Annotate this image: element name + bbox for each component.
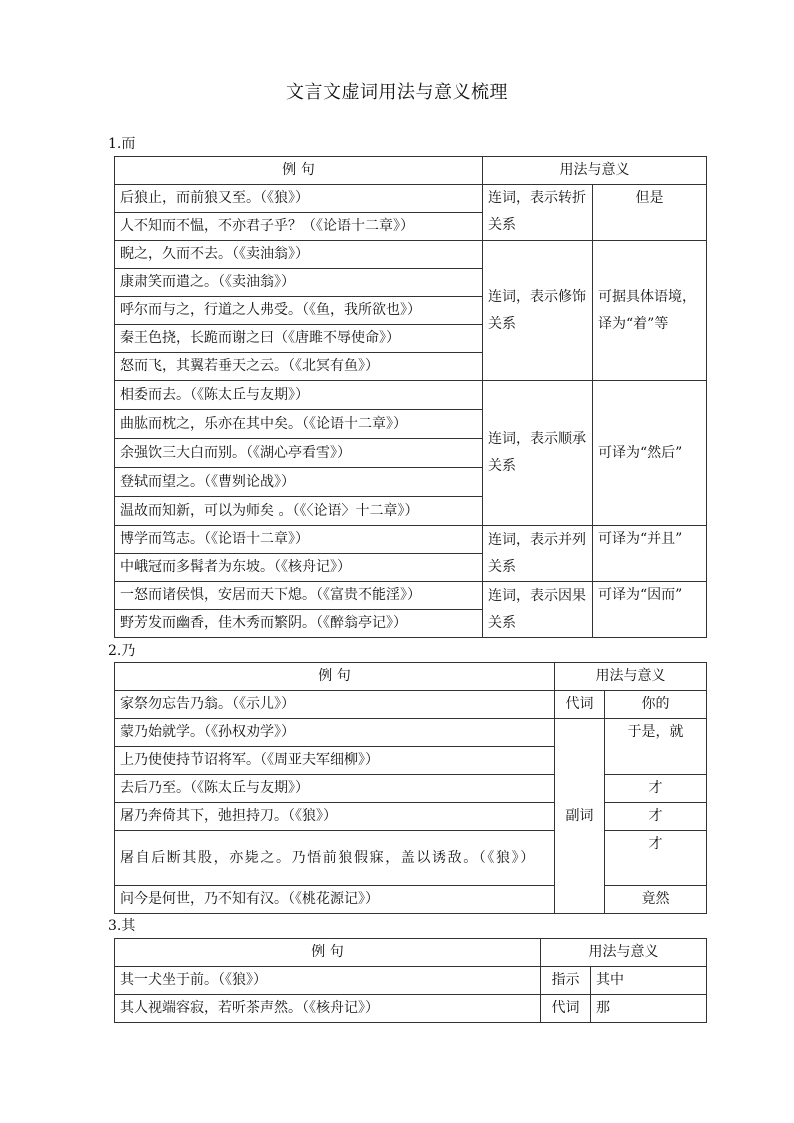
meaning-cell: 才 <box>605 775 707 803</box>
meaning-cell: 于是，就 <box>605 719 707 775</box>
table-row: 秦王色挠，长跪而谢之曰（《唐雎不辱使命》） <box>115 325 483 353</box>
table-row: 野芳发而幽香，佳木秀而繁阴。（《醉翁亭记》） <box>115 610 483 638</box>
table-row: 后狼止，而前狼又至。（《狼》） <box>115 185 483 213</box>
header-usage: 用法与意义 <box>483 157 707 185</box>
table-row: 登轼而望之。（《曹刿论战》） <box>115 468 483 497</box>
meaning-cell: 你的 <box>605 691 707 719</box>
usage-cell: 指示 <box>541 967 591 995</box>
table-nai <box>114 662 707 914</box>
section-heading-qi: 3.其 <box>108 918 136 934</box>
page-title: 文言文虚词用法与意义梳理 <box>286 82 508 103</box>
usage-cell: 连词，表示转折关系 <box>483 185 593 241</box>
table-row: 一怒而诸侯惧，安居而天下熄。（《富贵不能淫》） <box>115 582 483 610</box>
meaning-cell: 才 <box>605 831 707 886</box>
table-row: 上乃使使持节诏将军。（《周亚夫军细柳》） <box>115 747 555 775</box>
table-row: 去后乃至。（《陈太丘与友期》） <box>115 775 555 803</box>
table-row: 呼尔而与之，行道之人弗受。（《鱼，我所欲也》） <box>115 297 483 325</box>
usage-cell: 连词，表示并列关系 <box>483 526 593 582</box>
meaning-cell: 可译为“因而” <box>593 582 707 638</box>
meaning-cell: 可译为“然后” <box>593 381 707 526</box>
header-example: 例 句 <box>115 663 555 691</box>
meaning-cell: 可译为“并且” <box>593 526 707 582</box>
table-row: 人不知而不愠，不亦君子乎？（《论语十二章》） <box>115 213 483 241</box>
table-row: 康肃笑而遣之。（《卖油翁》） <box>115 269 483 297</box>
meaning-cell: 但是 <box>593 185 707 241</box>
header-usage: 用法与意义 <box>541 939 707 967</box>
section-heading-nai: 2.乃 <box>108 643 136 659</box>
table-row: 相委而去。（《陈太丘与友期》） <box>115 381 483 410</box>
table-row: 屠乃奔倚其下，弛担持刀。（《狼》） <box>115 803 555 831</box>
meaning-cell: 竟然 <box>605 886 707 914</box>
table-row: 其一犬坐于前。（《狼》） <box>115 967 541 995</box>
usage-cell: 代词 <box>541 995 591 1023</box>
table-row: 曲肱而枕之，乐亦在其中矣。（《论语十二章》） <box>115 410 483 439</box>
table-er <box>114 156 707 638</box>
usage-cell: 连词，表示顺承关系 <box>483 381 593 526</box>
usage-cell: 代词 <box>555 691 605 719</box>
header-example: 例 句 <box>115 157 483 185</box>
table-row: 问今是何世，乃不知有汉。（《桃花源记》） <box>115 886 555 914</box>
table-row: 屠自后断其股，亦毙之。乃悟前狼假寐，盖以诱敌。（《狼》） <box>115 831 555 886</box>
usage-cell: 连词，表示因果关系 <box>483 582 593 638</box>
usage-cell: 副词 <box>555 719 605 914</box>
table-row: 家祭勿忘告乃翁。（《示儿》） <box>115 691 555 719</box>
header-usage: 用法与意义 <box>555 663 707 691</box>
table-row: 中峨冠而多髯者为东坡。（《核舟记》） <box>115 554 483 582</box>
table-row: 怒而飞，其翼若垂天之云。（《北冥有鱼》） <box>115 353 483 381</box>
header-example: 例 句 <box>115 939 541 967</box>
meaning-cell: 可据具体语境，译为“着”等 <box>593 241 707 381</box>
table-row: 睨之，久而不去。（《卖油翁》） <box>115 241 483 269</box>
table-row: 博学而笃志。（《论语十二章》） <box>115 526 483 554</box>
section-heading-er: 1.而 <box>108 136 136 152</box>
meaning-cell: 其中 <box>591 967 707 995</box>
table-row: 余强饮三大白而别。（《湖心亭看雪》） <box>115 439 483 468</box>
table-row: 蒙乃始就学。（《孙权劝学》） <box>115 719 555 747</box>
table-row: 温故而知新，可以为师矣 。（《〈论语〉十二章》） <box>115 497 483 526</box>
meaning-cell: 才 <box>605 803 707 831</box>
usage-cell: 连词，表示修饰关系 <box>483 241 593 381</box>
table-row: 其人视端容寂，若听茶声然。（《核舟记》） <box>115 995 541 1023</box>
meaning-cell: 那 <box>591 995 707 1023</box>
table-qi <box>114 938 707 1023</box>
